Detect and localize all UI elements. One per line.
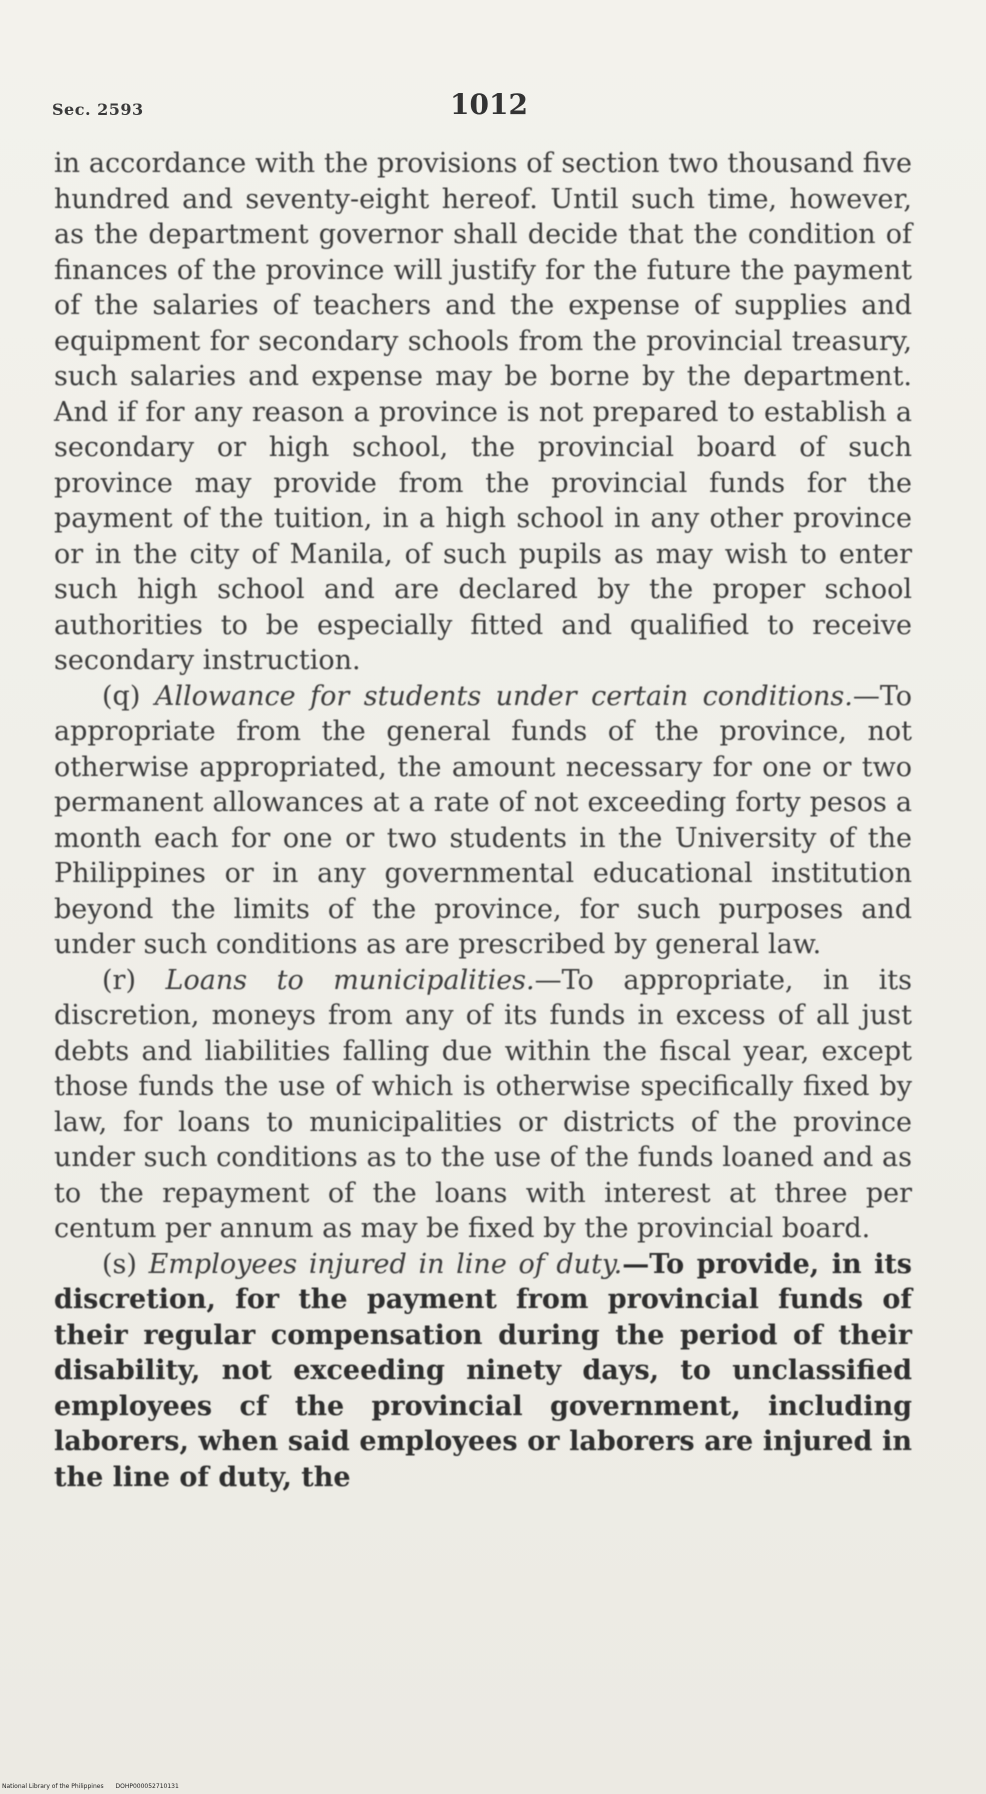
paragraph-heading: Allowance for students under certain conditions. <box>154 680 853 712</box>
paragraph-marker: (r) <box>102 964 166 996</box>
paragraph-q <box>54 679 912 963</box>
paragraph-r <box>54 963 912 1247</box>
paragraph-text: in accordance with the provisions of section two thousand five hundred and seventy-eight hereof. Until such time, however, as the department governor shall decide that the condition of finances of the province will justify for the future the payment of the salaries of teachers and the expense of supplies and equipment for secondary schools from the provincial treasury, such salaries and expense may be borne by the department. And if for any reason a province is not prepared to establish a secondary or high school, the provincial board of such province may provide from the provincial funds for the payment of the tuition, in a high school in any other province or in the city of Manila, of such pupils as may wish to enter such high school and are declared by the proper school authorities to be especially fitted and qualified to receive secondary instruction. <box>54 148 912 676</box>
library-credit: National Library of the Philippines <box>2 1783 104 1790</box>
paragraph-heading: Loans to municipalities. <box>165 964 535 996</box>
page-header <box>52 88 912 128</box>
scan-footer <box>2 1783 189 1790</box>
paragraph-s <box>54 1247 912 1496</box>
body-text <box>54 146 912 1495</box>
paragraph-marker: (s) <box>102 1248 149 1280</box>
paragraph-text: —To appropriate, in its discretion, moneys from any of its funds in excess of all just debts and liabilities falling due within the fiscal year, except those funds the use of which is otherwise specifically fixed by law, for loans to municipalities or districts of the province under such conditions as to the use of the funds loaned and as to the repayment of the loans with interest at three per centum per annum as may be fixed by the provincial board. <box>54 964 912 1244</box>
paragraph-marker: (q) <box>102 680 155 712</box>
scan-identifier: DOHP000052710131 <box>115 1783 179 1790</box>
paragraph-text: —To appropriate from the general funds of the province, not otherwise appropriated, the amount necessary for one or two permanent allowances at a rate of not exceeding forty pesos a month each for one or two students in the University of the Philippines or in any governmental educational institution beyond the limits of the province, for such purposes and under such conditions as are prescribed by general law. <box>54 680 913 960</box>
section-label: Sec. 2593 <box>52 100 144 119</box>
page-number: 1012 <box>450 88 528 121</box>
paragraph-heading: Employees injured in line of duty. <box>148 1248 623 1280</box>
paragraph-continuation <box>54 146 912 679</box>
paragraph-text: —To provide, in its discretion, for the payment from provincial funds of their regular compensation during the period of their disability, not exceeding ninety days, to unclassified employees cf the provincial government, including laborers, when said employees or laborers are injured in the line of duty, the <box>54 1248 912 1493</box>
